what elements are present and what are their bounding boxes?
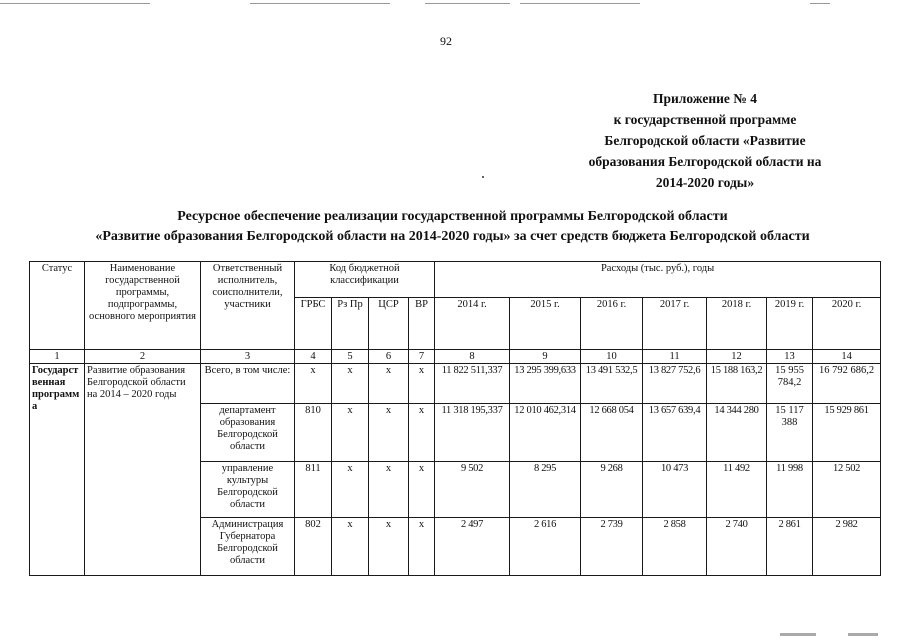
column-number: 11: [643, 350, 707, 364]
scan-artifact: [848, 633, 878, 636]
value-cell: 11 492: [707, 462, 767, 518]
value-cell: 12 668 054: [581, 404, 643, 462]
grbs-cell: х: [295, 364, 332, 404]
column-number: 3: [201, 350, 295, 364]
value-cell: 13 491 532,5: [581, 364, 643, 404]
rzpr-cell: х: [332, 518, 369, 576]
value-cell: 11 998: [767, 462, 813, 518]
status-cell: Государственная программа: [30, 364, 85, 576]
title-line: «Развитие образования Белгородской области на 2014-2020 годы» за счет средств бюджета Белгородской области: [95, 229, 810, 244]
value-cell: 8 295: [510, 462, 581, 518]
value-cell: 11 318 195,337: [435, 404, 510, 462]
value-cell: 13 827 752,6: [643, 364, 707, 404]
resource-table: [29, 261, 881, 576]
column-number: 9: [510, 350, 581, 364]
column-number: 5: [332, 350, 369, 364]
vr-cell: х: [409, 404, 435, 462]
vr-cell: х: [409, 364, 435, 404]
value-cell: 2 739: [581, 518, 643, 576]
value-cell: 12 502: [813, 462, 881, 518]
header-expenses: Расходы (тыс. руб.), годы: [435, 262, 881, 298]
executor-cell: Всего, в том числе:: [201, 364, 295, 404]
scan-artifact: [250, 3, 390, 4]
header-program-name: Наименование государственной программы, подпрограммы, основного мероприятия: [85, 262, 201, 350]
value-cell: 10 473: [643, 462, 707, 518]
column-number: 8: [435, 350, 510, 364]
value-cell: 15 188 163,2: [707, 364, 767, 404]
column-number: 7: [409, 350, 435, 364]
header-csr: ЦСР: [369, 298, 409, 350]
header-year: 2015 г.: [510, 298, 581, 350]
header-status: Статус: [30, 262, 85, 350]
header-year: 2017 г.: [643, 298, 707, 350]
grbs-cell: 802: [295, 518, 332, 576]
value-cell: 12 010 462,314: [510, 404, 581, 462]
csr-cell: х: [369, 404, 409, 462]
header-year: 2014 г.: [435, 298, 510, 350]
executor-cell: Администрация Губернатора Белгородской области: [201, 518, 295, 576]
value-cell: 13 295 399,633: [510, 364, 581, 404]
column-number: 13: [767, 350, 813, 364]
value-cell: 15 955 784,2: [767, 364, 813, 404]
csr-cell: х: [369, 462, 409, 518]
column-number: 1: [30, 350, 85, 364]
page-number: 92: [440, 34, 452, 48]
rzpr-cell: х: [332, 364, 369, 404]
scan-artifact: [810, 3, 830, 4]
header-vr: ВР: [409, 298, 435, 350]
value-cell: 2 858: [643, 518, 707, 576]
appendix-line: 2014-2020 годы»: [655, 175, 755, 190]
header-rzpr: Рз Пр: [332, 298, 369, 350]
csr-cell: х: [369, 518, 409, 576]
header-budget-code: Код бюджетной классификации: [295, 262, 435, 298]
appendix-line: Белгородской области «Развитие: [604, 133, 806, 148]
executor-cell: управление культуры Белгородской области: [201, 462, 295, 518]
vr-cell: х: [409, 518, 435, 576]
value-cell: 15 929 861: [813, 404, 881, 462]
value-cell: 9 268: [581, 462, 643, 518]
scan-artifact: [520, 3, 640, 4]
rzpr-cell: х: [332, 462, 369, 518]
column-number: 10: [581, 350, 643, 364]
column-number: 6: [369, 350, 409, 364]
value-cell: 2 740: [707, 518, 767, 576]
vr-cell: х: [409, 462, 435, 518]
header-year: 2018 г.: [707, 298, 767, 350]
scan-dot: [482, 176, 484, 178]
scan-artifact: [0, 3, 150, 4]
table-row: [30, 364, 881, 404]
appendix-line: Приложение № 4: [653, 91, 757, 106]
appendix-line: образования Белгородской области на: [588, 154, 822, 169]
column-number: 4: [295, 350, 332, 364]
value-cell: 16 792 686,2: [813, 364, 881, 404]
appendix-line: к государственной программе: [613, 112, 797, 127]
value-cell: 11 822 511,337: [435, 364, 510, 404]
title-line: Ресурсное обеспечение реализации государственной программы Белгородской области: [177, 209, 728, 224]
value-cell: 2 861: [767, 518, 813, 576]
scan-artifact: [780, 633, 816, 636]
appendix-caption: [560, 88, 850, 193]
header-year: 2019 г.: [767, 298, 813, 350]
program-name-cell: Развитие образования Белгородской области на 2014 – 2020 годы: [85, 364, 201, 576]
document-title: [0, 207, 905, 247]
header-executor: Ответственный исполнитель, соисполнители, участники: [201, 262, 295, 350]
value-cell: 2 982: [813, 518, 881, 576]
grbs-cell: 811: [295, 462, 332, 518]
rzpr-cell: х: [332, 404, 369, 462]
column-number: 14: [813, 350, 881, 364]
value-cell: 2 497: [435, 518, 510, 576]
value-cell: 9 502: [435, 462, 510, 518]
executor-cell: департамент образования Белгородской области: [201, 404, 295, 462]
scan-artifact: [425, 3, 510, 4]
header-grbs: ГРБС: [295, 298, 332, 350]
value-cell: 13 657 639,4: [643, 404, 707, 462]
column-number: 12: [707, 350, 767, 364]
header-year: 2016 г.: [581, 298, 643, 350]
value-cell: 14 344 280: [707, 404, 767, 462]
header-year: 2020 г.: [813, 298, 881, 350]
grbs-cell: 810: [295, 404, 332, 462]
csr-cell: х: [369, 364, 409, 404]
value-cell: 15 117 388: [767, 404, 813, 462]
column-number: 2: [85, 350, 201, 364]
value-cell: 2 616: [510, 518, 581, 576]
